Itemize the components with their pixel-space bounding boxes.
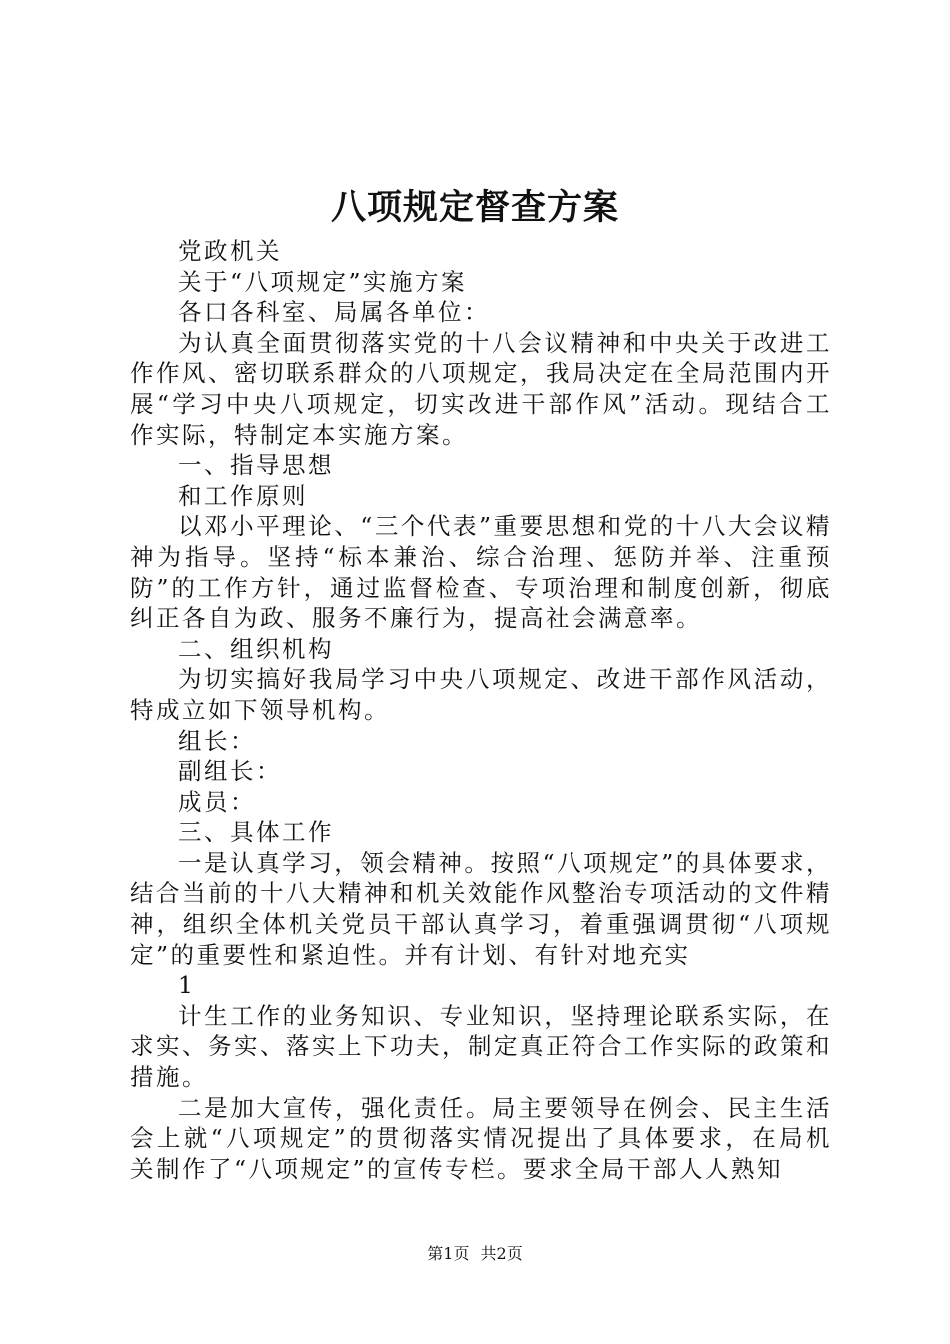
- role-members: 成员：: [178, 787, 256, 816]
- section-heading-organization: 二、组织机构: [178, 634, 334, 663]
- page-footer: [0, 1243, 950, 1265]
- paragraph-work-2: 二是加大宣传，强化责任。局主要领导在例会、民主生活会上就“八项规定”的贯彻落实情况提出了具体要求，在局机关制作了“八项规定”的宣传专栏。要求全局干部人人熟知: [130, 1093, 832, 1183]
- section-heading-principles: 和工作原则: [178, 481, 308, 510]
- paragraph-org: 党政机关: [178, 237, 282, 265]
- paragraph-recipients: 各口各科室、局属各单位：: [178, 298, 490, 327]
- paragraph-work-1-continued: 计生工作的业务知识、专业知识，坚持理论联系实际，在求实、务实、落实上下功夫，制定真正符合工作实际的政策和措施。: [130, 1001, 832, 1092]
- role-deputy-leader: 副组长：: [178, 757, 282, 786]
- inline-page-number: 1: [178, 971, 196, 1000]
- paragraph-guiding: 以邓小平理论、“三个代表”重要思想和党的十八大会议精神为指导。坚持“标本兼治、综合治理、惩防并举、注重预防”的工作方针，通过监督检查、专项治理和制度创新，彻底纠正各自为政、服务不廉行为，提高社会满意率。: [130, 512, 832, 633]
- section-heading-specific-work: 三、具体工作: [178, 818, 334, 847]
- paragraph-organization: 为切实搞好我局学习中央八项规定、改进干部作风活动，特成立如下领导机构。: [130, 665, 832, 724]
- footer-page-current: 第1页: [427, 1244, 470, 1263]
- paragraph-work-1: 一是认真学习，领会精神。按照“八项规定”的具体要求，结合当前的十八大精神和机关效能作风整治专项活动的文件精神，组织全体机关党员干部认真学习，着重强调贯彻“八项规定”的重要性和紧迫性。并有计划、有针对地充实: [130, 848, 832, 969]
- paragraph-intro: 为认真全面贯彻落实党的十八会议精神和中央关于改进工作作风、密切联系群众的八项规定，我局决定在全局范围内开展“学习中央八项规定，切实改进干部作风”活动。现结合工作实际，特制定本实施方案。: [130, 328, 832, 449]
- footer-page-total: 共2页: [480, 1244, 523, 1263]
- role-leader: 组长：: [178, 726, 256, 755]
- section-heading-guiding: 一、指导思想: [178, 451, 334, 480]
- document-title: 八项规定督查方案: [330, 187, 619, 228]
- paragraph-subject: 关于“八项规定”实施方案: [178, 267, 468, 296]
- document-body: [130, 236, 832, 1184]
